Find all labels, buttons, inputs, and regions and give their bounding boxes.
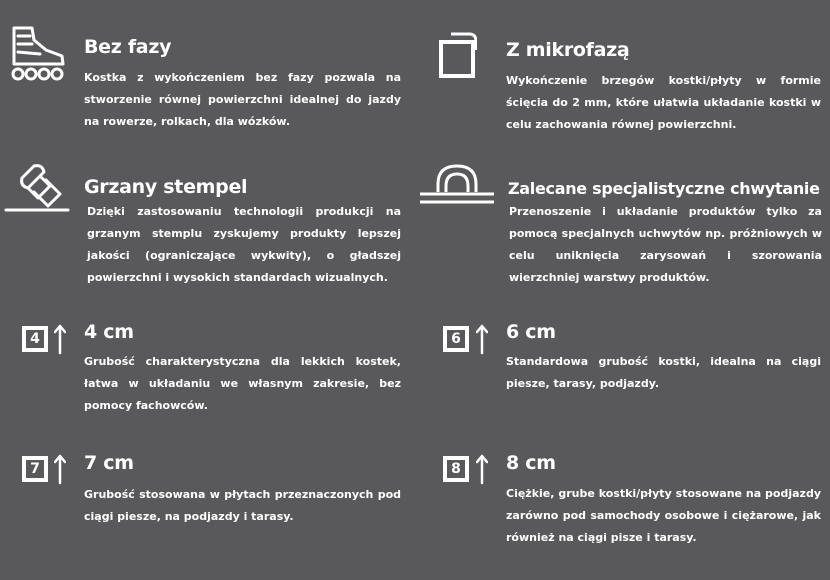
feature-description: Przenoszenie i układanie produktów tylko za pomocą specjalnych uchwytów np. próżniowych w celu uniknięcia zarysowań i szorowania wierzchniej warstwy produktów. (509, 205, 822, 284)
arrow-up-icon (54, 453, 66, 485)
gripper-icon (416, 162, 498, 206)
thickness-7-icon: 7 (22, 456, 48, 482)
feature-title: Zalecane specjalistyczne chwytanie (508, 179, 820, 198)
rollerblade-icon (6, 24, 68, 82)
feature-title: Grzany stempel (84, 176, 248, 198)
feature-description: Kostka z wykończeniem bez fazy pozwala na stworzenie równej powierzchni idealnej do jazdy na rowerze, rolkach, dla wózków. (84, 71, 401, 128)
microbevel-corner-icon (437, 28, 477, 80)
feature-title: Bez fazy (84, 36, 172, 58)
feature-title: 7 cm (84, 452, 134, 474)
feature-description: Grubość charakterystyczna dla lekkich kostek, łatwa w układaniu we własnym zakresie, bez pomocy fachowców. (84, 355, 401, 412)
thickness-6-icon: 6 (443, 326, 469, 352)
thickness-4-icon: 4 (22, 326, 48, 352)
feature-title: 6 cm (506, 321, 556, 343)
feature-title: Z mikrofazą (506, 39, 630, 61)
feature-title: 4 cm (84, 321, 134, 343)
arrow-up-icon (476, 453, 488, 485)
feature-description: Grubość stosowana w płytach przeznaczonych pod ciągi piesze, na podjazdy i tarasy. (84, 488, 401, 523)
feature-description: Standardowa grubość kostki, idealna na ciągi piesze, tarasy, podjazdy. (506, 355, 821, 390)
arrow-up-icon (54, 323, 66, 355)
arrow-up-icon (476, 323, 488, 355)
stamp-icon (4, 162, 70, 214)
thickness-8-icon: 8 (443, 456, 469, 482)
feature-description: Ciężkie, grube kostki/płyty stosowane na podjazdy zarówno pod samochody osobowe i ciężarowe, jak również na ciągi pisze i tarasy. (506, 487, 821, 544)
feature-description: Wykończenie brzegów kostki/płyty w formie ścięcia do 2 mm, które ułatwia układanie kostki w celu zachowania równej powierzchni. (506, 74, 821, 131)
feature-description: Dzięki zastosowaniu technologii produkcji na grzanym stemplu zyskujemy produkty lepszej jakości (ograniczające wykwity), o gładszej powierzchni i wysokich standardach wizualnych. (87, 205, 401, 284)
feature-title: 8 cm (506, 452, 556, 474)
